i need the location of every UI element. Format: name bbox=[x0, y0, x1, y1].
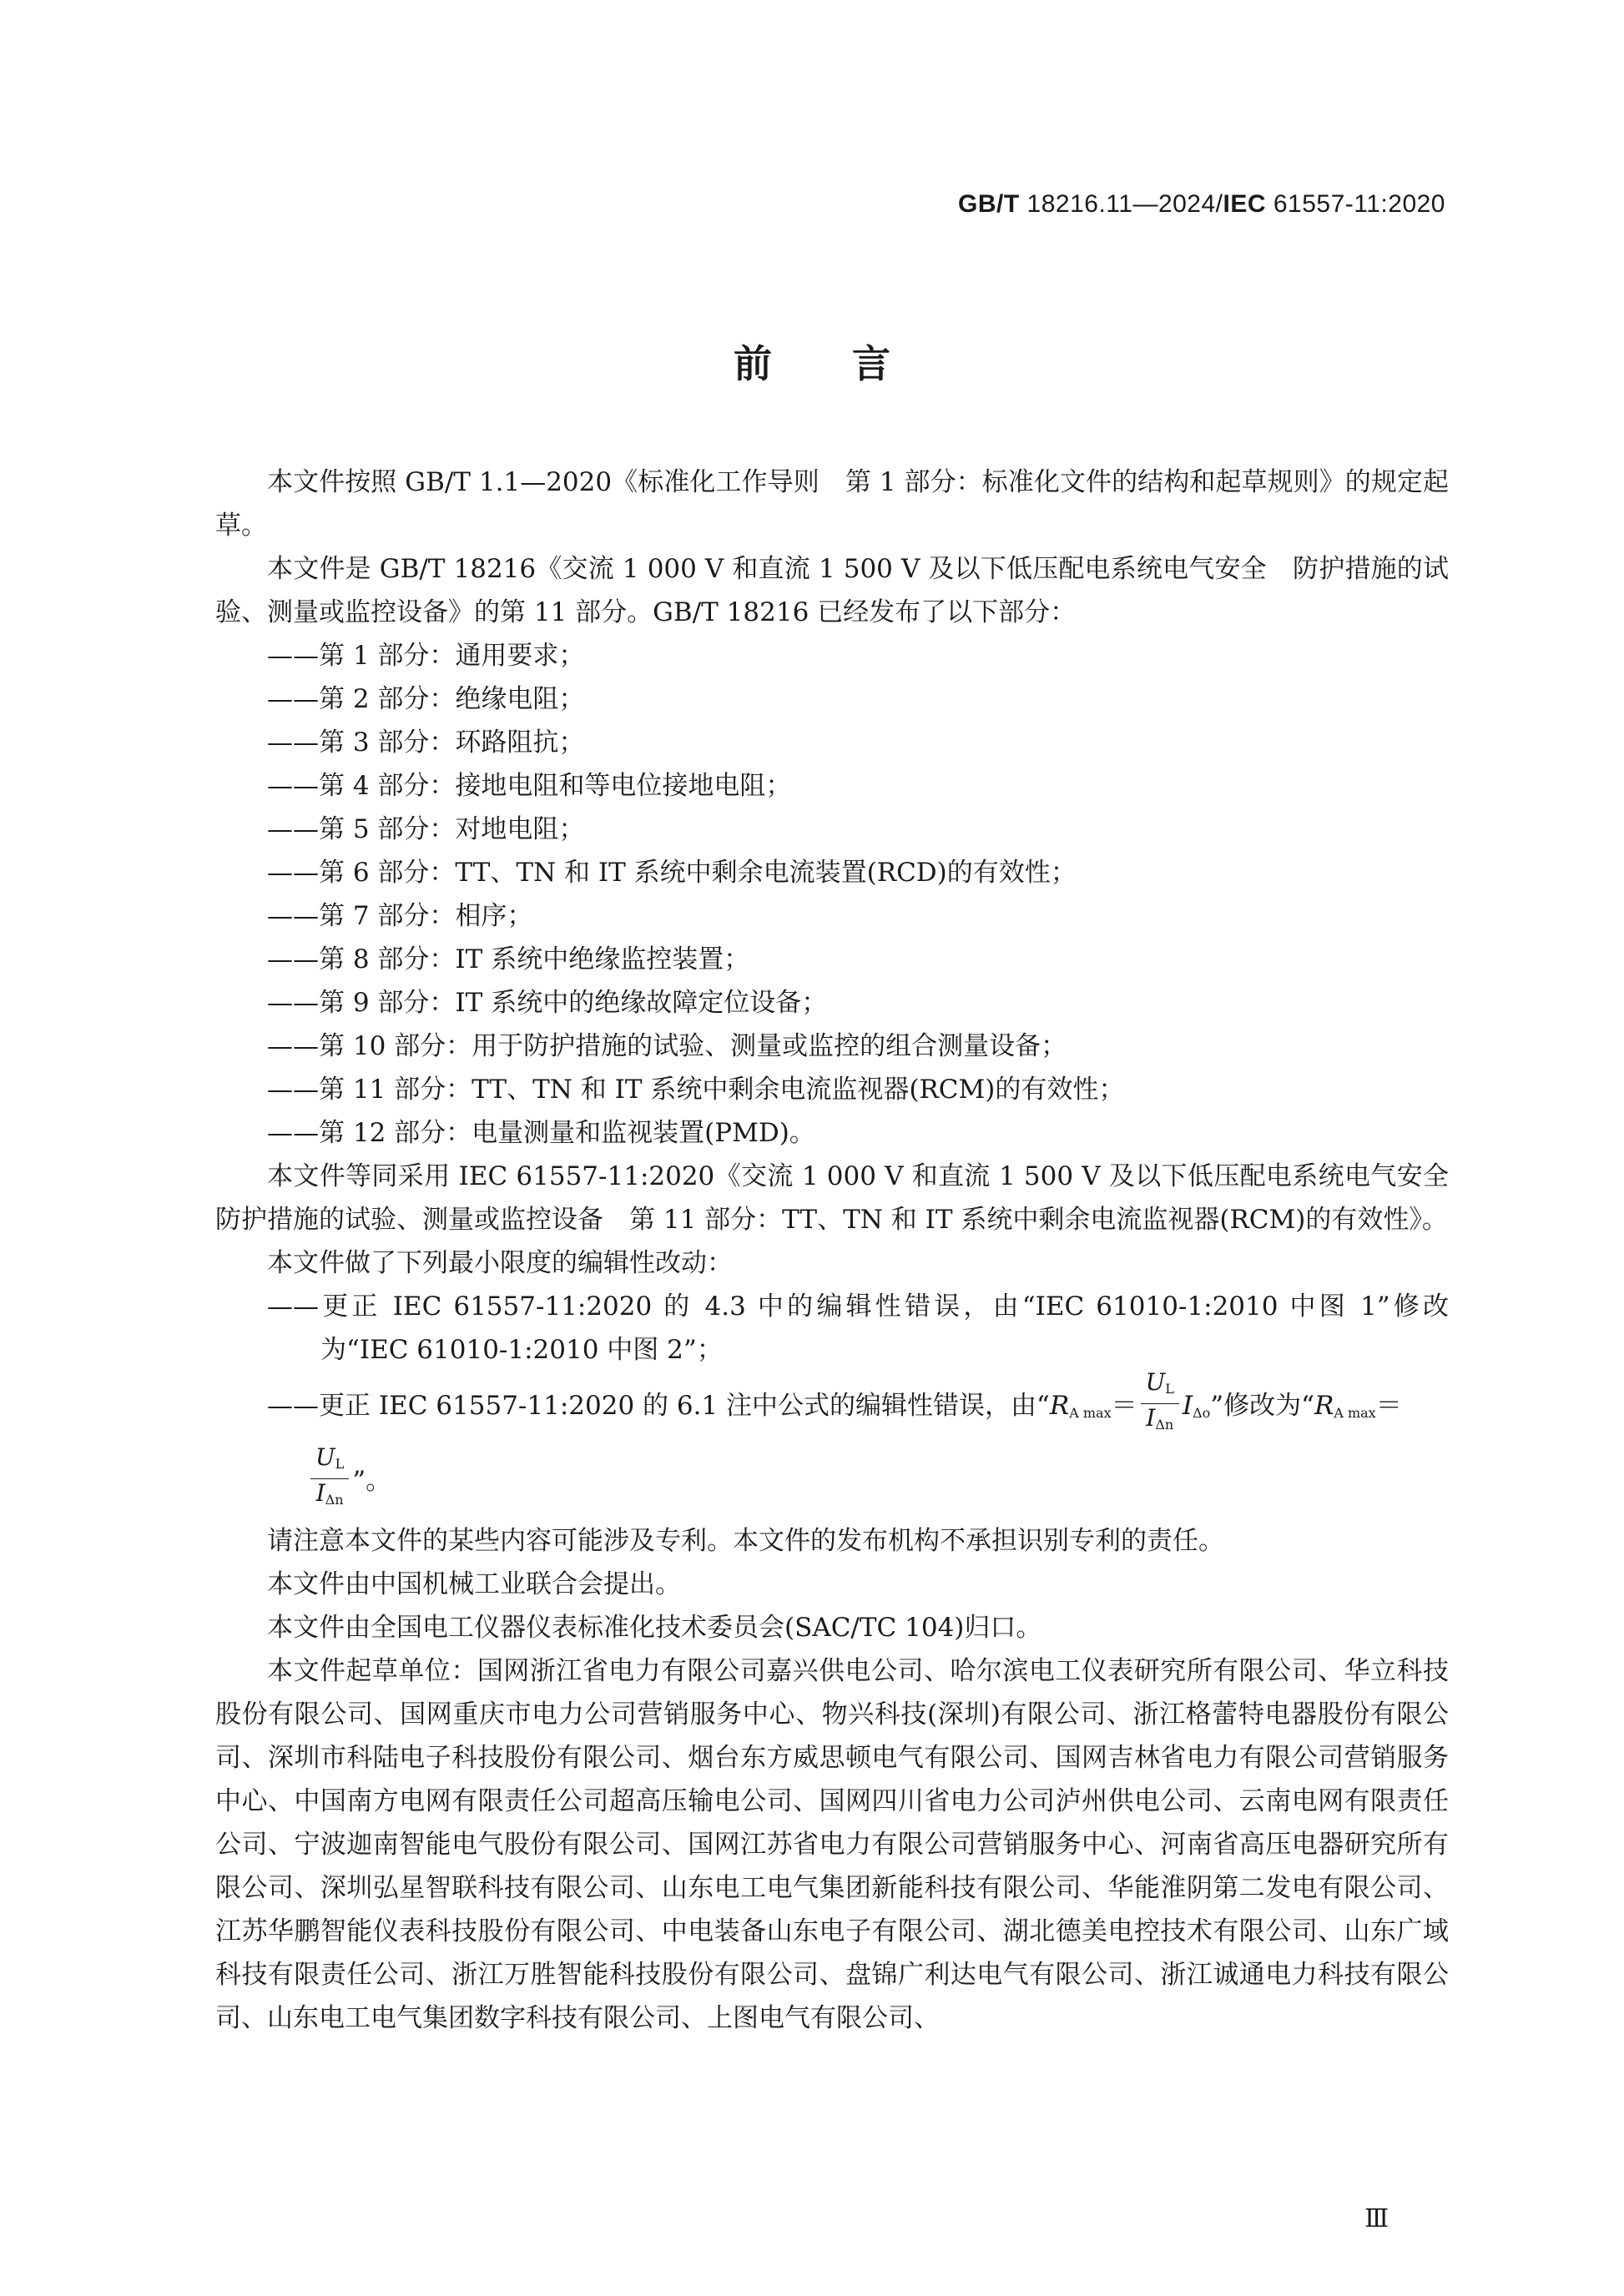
list-item: ——第 1 部分：通用要求； bbox=[267, 641, 585, 671]
list-item: ——第 5 部分：对地电阻； bbox=[267, 814, 585, 844]
paragraph-edits-intro: 本文件做了下列最小限度的编辑性改动： bbox=[267, 1248, 733, 1278]
paragraph-adoption: 本文件等同采用 IEC 61557-11:2020《交流 1 000 V 和直流 1 500 V 及以下低压配电系统电气安全 防护措施的试验、测量或监控设备 第 11 部分：TT、TN 和 IT 系统中剩余电流监视器(RCM)的有效性》。 bbox=[215, 1161, 1475, 1235]
list-item: ——第 6 部分：TT、TN 和 IT 系统中剩余电流装置(RCD)的有效性； bbox=[267, 858, 1077, 888]
code-part-2: 18216.11—2024/ bbox=[1019, 190, 1223, 218]
code-part-4: 61557-11:2020 bbox=[1266, 190, 1445, 218]
list-item: ——第 2 部分：绝缘电阻； bbox=[267, 684, 585, 714]
formula-symbol-r-2: R bbox=[1314, 1391, 1334, 1421]
paragraph-drafting-rules: 本文件按照 GB/T 1.1—2020《标准化工作导则 第 1 部分：标准化文件的结构和起草规则》的规定起草。 bbox=[215, 467, 1449, 541]
edit-item-formula bbox=[215, 1368, 1449, 1443]
formula-suffix: ”。 bbox=[352, 1466, 392, 1496]
paragraph-drafting-units: 本文件起草单位：国网浙江省电力有限公司嘉兴供电公司、哈尔滨电工仪表研究所有限公司、华立科技股份有限公司、国网重庆市电力公司营销服务中心、物兴科技(深圳)有限公司、浙江格蕾特电器股份有限公司、深圳市科陆电子科技股份有限公司、烟台东方威思顿电气有限公司、国网吉林省电力有限公司营销服务中心、中国南方电网有限责任公司超高压输电公司、国网四川省电力公司泸州供电公司、云南电网有限责任公司、宁波迦南智能电气股份有限公司、国网江苏省电力有限公司营销服务中心、河南省高压电器研究所有限公司、深圳弘星智联科技有限公司、山东电工电气集团新能科技有限公司、华能淮阴第二发电有限公司、江苏华鹏智能仪表科技股份有限公司、中电装备山东电子有限公司、湖北德美电控技术有限公司、山东广域科技有限责任公司、浙江万胜智能科技股份有限公司、盘锦广利达电气有限公司、浙江诚通电力科技有限公司、山东电工电气集团数字科技有限公司、上图电气有限公司、 bbox=[215, 1656, 1449, 2033]
fraction-numerator: U bbox=[1145, 1368, 1166, 1396]
fraction-denominator-sub: Δn bbox=[1155, 1417, 1174, 1432]
paragraph-proposer: 本文件由中国机械工业联合会提出。 bbox=[267, 1569, 681, 1599]
formula-sub-r-2: A max bbox=[1334, 1405, 1376, 1421]
formula-equals: ＝ bbox=[1111, 1391, 1137, 1421]
fraction-denominator: I bbox=[1146, 1404, 1156, 1432]
page-number: Ⅲ bbox=[1364, 2204, 1389, 2233]
formula-trailing-symbol: I bbox=[1182, 1391, 1193, 1421]
fraction-numerator-sub: L bbox=[335, 1456, 345, 1472]
list-item: ——第 10 部分：用于防护措施的试验、测量或监控的组合测量设备； bbox=[267, 1031, 1067, 1061]
formula-sub-r: A max bbox=[1069, 1405, 1112, 1421]
fraction-numerator-sub: L bbox=[1165, 1381, 1174, 1397]
fraction-denominator-sub: Δn bbox=[325, 1492, 344, 1508]
code-part-1: GB/T bbox=[958, 190, 1020, 218]
list-item: ——第 3 部分：环路阻抗； bbox=[267, 728, 585, 758]
list-item: ——第 11 部分：TT、TN 和 IT 系统中剩余电流监视器(RCM)的有效性； bbox=[267, 1075, 1125, 1105]
list-item: ——第 8 部分：IT 系统中绝缘监控装置； bbox=[267, 944, 750, 974]
formula-fraction-corrected bbox=[310, 1443, 349, 1514]
formula-fraction-original bbox=[1141, 1368, 1179, 1439]
edit-item-figure: ——更正 IEC 61557-11:2020 的 4.3 中的编辑性错误，由“IEC 61010-1:2010 中图 1”修改为“IEC 61010-1:2010 中图 2”； bbox=[267, 1292, 1449, 1365]
formula-symbol-r: R bbox=[1049, 1391, 1070, 1421]
list-item: ——第 7 部分：相序； bbox=[267, 901, 533, 931]
list-item: ——第 4 部分：接地电阻和等电位接地电阻； bbox=[267, 771, 792, 801]
list-item: ——第 12 部分：电量测量和监视装置(PMD)。 bbox=[267, 1118, 815, 1148]
paragraph-part-intro: 本文件是 GB/T 18216《交流 1 000 V 和直流 1 500 V 及以下低压配电系统电气安全 防护措施的试验、测量或监控设备》的第 11 部分。GB/T 18216 已经发布了以下部分： bbox=[215, 554, 1449, 627]
formula-continuation bbox=[215, 1443, 1449, 1519]
list-item: ——第 9 部分：IT 系统中的绝缘故障定位设备； bbox=[267, 988, 828, 1018]
paragraph-patent-notice: 请注意本文件的某些内容可能涉及专利。本文件的发布机构不承担识别专利的责任。 bbox=[267, 1526, 1224, 1556]
formula-middle: ”修改为“ bbox=[1210, 1391, 1314, 1421]
code-part-3: IEC bbox=[1223, 190, 1267, 218]
formula-equals-2: ＝ bbox=[1375, 1391, 1402, 1421]
page-title: 前言 bbox=[734, 341, 971, 386]
paragraph-technical-committee: 本文件由全国电工仪器仪表标准化技术委员会(SAC/TC 104)归口。 bbox=[267, 1613, 1042, 1643]
document-body bbox=[215, 461, 1475, 2040]
formula-trailing-sub: Δo bbox=[1193, 1405, 1211, 1421]
fraction-denominator: I bbox=[315, 1479, 325, 1507]
fraction-numerator: U bbox=[315, 1443, 335, 1471]
formula-prefix: ——更正 IEC 61557-11:2020 的 6.1 注中公式的编辑性错误，由“ bbox=[267, 1391, 1050, 1421]
standard-code bbox=[958, 190, 1445, 219]
